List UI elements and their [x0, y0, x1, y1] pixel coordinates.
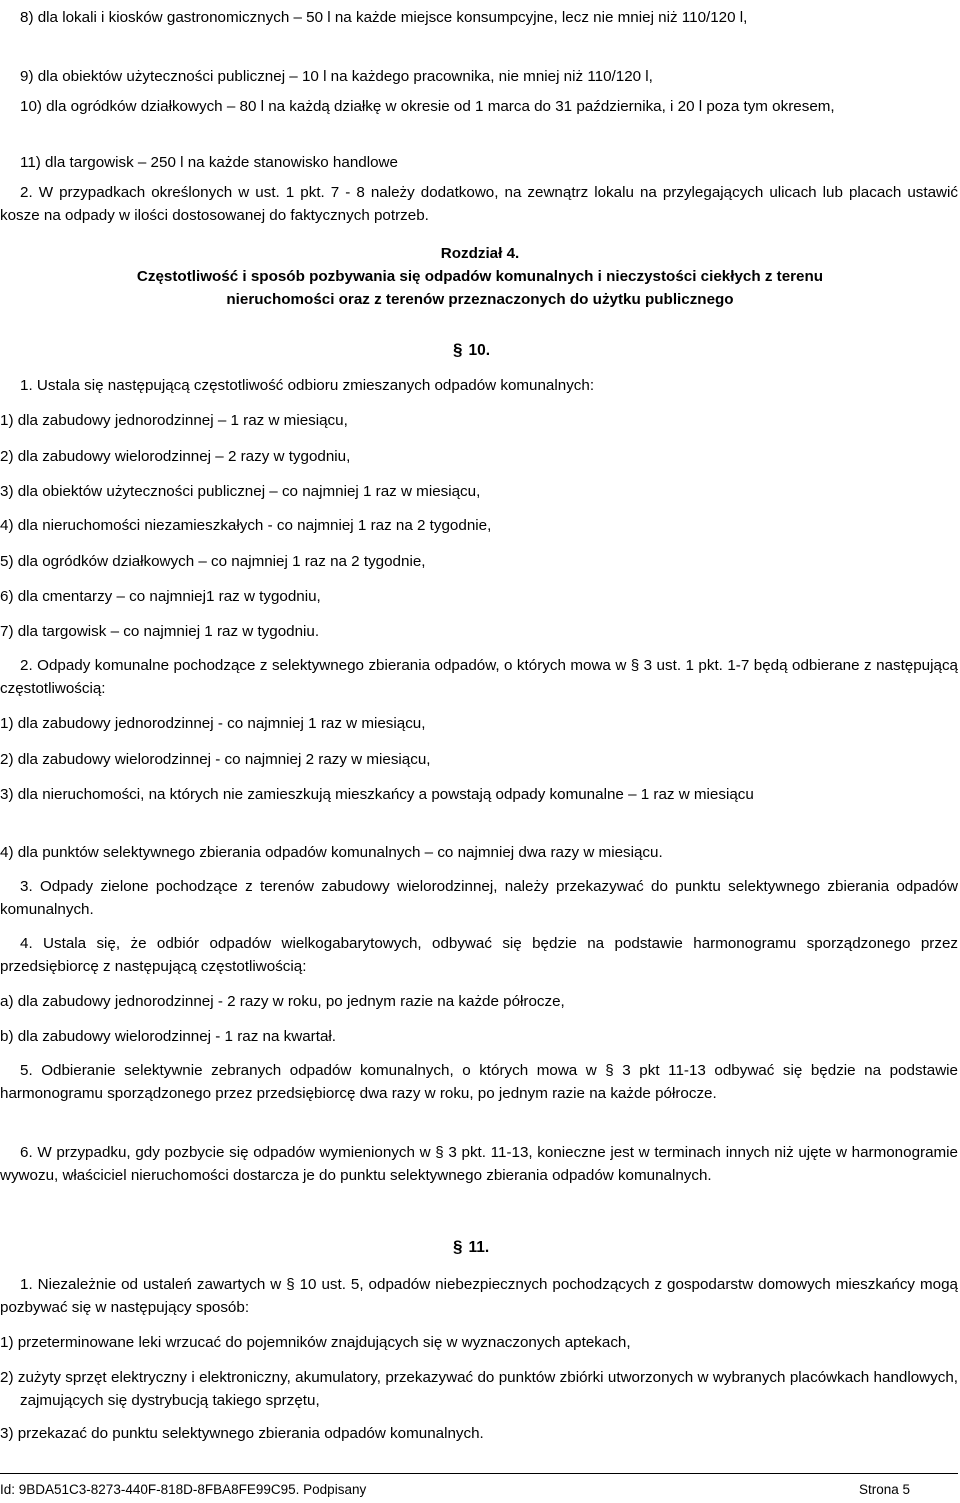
list-item: 1) przeterminowane leki wrzucać do pojemników znajdujących się w wyznaczonych aptekach,	[0, 1334, 631, 1351]
paragraph: 6. W przypadku, gdy pozbycie się odpadów wymienionych w § 3 pkt. 11-13, konieczne jest w terminach innych niż ujęte w harmonogramie wywozu, właściciel nieruchomości dostarcza je do punktu selektywnego zbierania odpadów komunalnych.	[0, 1144, 958, 1184]
list-item: 11) dla targowisk – 250 l na każde stanowisko handlowe	[20, 154, 398, 171]
list-item: 1) dla zabudowy jednorodzinnej – 1 raz w miesiącu,	[0, 412, 348, 429]
list-item: 4) dla punktów selektywnego zbierania odpadów komunalnych – co najmniej dwa razy w miesiącu.	[0, 844, 663, 861]
list-item: 3) dla obiektów użyteczności publicznej – co najmniej 1 raz w miesiącu,	[0, 483, 481, 500]
list-item: 10) dla ogródków działkowych – 80 l na każdą działkę w okresie od 1 marca do 31 października, i 20 l poza tym okresem,	[20, 98, 835, 115]
section-symbol: §	[453, 340, 463, 359]
chapter-title-line2: nieruchomości oraz z terenów przeznaczonych do użytku publicznego	[226, 291, 734, 308]
list-item: b) dla zabudowy wielorodzinnej - 1 raz na kwartał.	[0, 1028, 336, 1045]
section-number: 11.	[468, 1239, 490, 1256]
paragraph: 3. Odpady zielone pochodzące z terenów zabudowy wielorodzinnej, należy przekazywać do punktu selektywnego zbierania odpadów komunalnych.	[0, 878, 958, 918]
document-id: Id: 9BDA51C3-8273-440F-818D-8FBA8FE99C95. Podpisany	[0, 1482, 367, 1497]
paragraph: 2. Odpady komunalne pochodzące z selektywnego zbierania odpadów, o których mowa w § 3 ust. 1 pkt. 1-7 będą odbierane z następującą częstotliwością:	[0, 657, 958, 697]
chapter-title-line1: Częstotliwość i sposób pozbywania się odpadów komunalnych i nieczystości ciekłych z terenu	[136, 268, 824, 285]
paragraph: 1. Niezależnie od ustaleń zawartych w § 10 ust. 5, odpadów niebezpiecznych pochodzących z gospodarstw domowych mieszkańcy mogą pozbywać się w następujący sposób:	[0, 1276, 958, 1316]
list-item: 9) dla obiektów użyteczności publicznej – 10 l na każdego pracownika, nie mniej niż 110/120 l,	[20, 68, 653, 85]
list-item: 2) dla zabudowy wielorodzinnej – 2 razy w tygodniu,	[0, 448, 351, 465]
section-number: 10.	[468, 342, 491, 359]
list-item: 3) dla nieruchomości, na których nie zamieszkują mieszkańcy a powstają odpady komunalne – 1 raz w miesiącu	[0, 786, 754, 803]
footer-divider	[0, 1473, 958, 1474]
chapter-label: Rozdział 4.	[440, 245, 520, 262]
list-item: 8) dla lokali i kiosków gastronomicznych – 50 l na każde miejsce konsumpcyjne, lecz nie mniej niż 110/120 l,	[20, 9, 748, 26]
paragraph: 5. Odbieranie selektywnie zebranych odpadów komunalnych, o których mowa w § 3 pkt 11-13 odbywać się będzie na podstawie harmonogramu sporządzonego przez przedsiębiorcę dwa razy w roku, po jednym razie na każde półrocze.	[0, 1062, 958, 1102]
paragraph: 4. Ustala się, że odbiór odpadów wielkogabarytowych, odbywać się będzie na podstawie harmonogramu sporządzonego przez przedsiębiorcę z następującą częstotliwością:	[0, 935, 958, 975]
list-item: 3) przekazać do punktu selektywnego zbierania odpadów komunalnych.	[0, 1425, 484, 1442]
list-item: a) dla zabudowy jednorodzinnej - 2 razy w roku, po jednym razie na każde półrocze,	[0, 993, 565, 1010]
section-heading-10	[453, 340, 490, 360]
paragraph: 2. W przypadkach określonych w ust. 1 pkt. 7 - 8 należy dodatkowo, na zewnątrz lokalu na przylegających ulicach lub placach ustawić kosze na odpady w ilości dostosowanej do faktycznych potrzeb.	[0, 184, 958, 224]
section-symbol: §	[453, 1237, 463, 1256]
list-item: 1) dla zabudowy jednorodzinnej - co najmniej 1 raz w miesiącu,	[0, 715, 426, 732]
list-item: 5) dla ogródków działkowych – co najmniej 1 raz na 2 tygodnie,	[0, 553, 426, 570]
paragraph: 1. Ustala się następującą częstotliwość odbioru zmieszanych odpadów komunalnych:	[20, 377, 595, 394]
list-item: 2) dla zabudowy wielorodzinnej - co najmniej 2 razy w miesiącu,	[0, 751, 431, 768]
section-heading-11	[453, 1237, 489, 1257]
list-item: 4) dla nieruchomości niezamieszkałych - co najmniej 1 raz na 2 tygodnie,	[0, 517, 492, 534]
list-item: 2) zużyty sprzęt elektryczny i elektroniczny, akumulatory, przekazywać do punktów zbiórki utworzonych w wybranych placówkach handlowych, zajmujących się dystrybucją takiego sprzętu,	[0, 1369, 958, 1409]
page-number: Strona 5	[858, 1482, 910, 1497]
list-item: 6) dla cmentarzy – co najmniej1 raz w tygodniu,	[0, 588, 321, 605]
list-item: 7) dla targowisk – co najmniej 1 raz w tygodniu.	[0, 623, 320, 640]
